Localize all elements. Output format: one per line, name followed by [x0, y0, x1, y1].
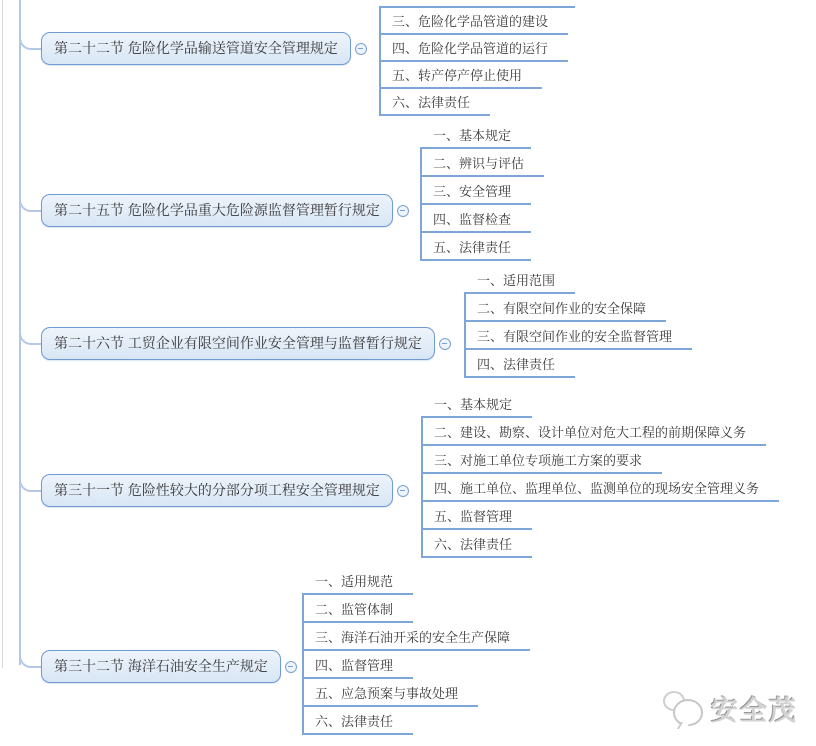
chat-bubbles-icon — [663, 691, 703, 727]
branch-topic-section25 — [41, 194, 409, 227]
group-connector-line — [421, 416, 423, 558]
children-group-section31 — [421, 390, 779, 558]
child-topic[interactable]: 二、有限空间作业的安全保障 — [464, 298, 666, 322]
child-topic[interactable]: 三、对施工单位专项施工方案的要求 — [421, 450, 662, 474]
children-group-section25 — [420, 121, 544, 261]
topic-box[interactable]: 第三十二节 海洋石油安全生产规定 — [41, 650, 281, 683]
child-topic[interactable]: 一、基本规定 — [421, 394, 532, 418]
child-row — [421, 502, 779, 530]
child-topic[interactable]: 一、适用范围 — [464, 270, 575, 294]
child-topic[interactable]: 五、转产停产停止使用 — [379, 65, 542, 89]
child-row — [302, 567, 530, 595]
connector-elbow — [19, 652, 43, 668]
child-row — [464, 350, 692, 378]
child-row — [464, 266, 692, 294]
child-row — [464, 322, 692, 350]
child-row — [379, 35, 575, 62]
child-row — [302, 679, 530, 707]
watermark-text: 安全茂 — [711, 696, 798, 726]
child-row — [302, 595, 530, 623]
child-topic[interactable]: 三、危险化学品管道的建设 — [379, 11, 568, 35]
group-connector-line — [302, 593, 304, 735]
child-row — [420, 149, 544, 177]
group-connector-line — [420, 147, 422, 261]
child-topic[interactable]: 四、危险化学品管道的运行 — [379, 38, 568, 62]
collapse-toggle-icon[interactable] — [355, 43, 367, 55]
child-row — [420, 205, 544, 233]
child-topic[interactable]: 二、辨识与评估 — [420, 153, 544, 177]
child-topic[interactable]: 一、基本规定 — [420, 125, 531, 149]
children-group-section22 — [379, 0, 575, 116]
child-topic[interactable]: 五、应急预案与事故处理 — [302, 683, 478, 707]
child-row — [421, 390, 779, 418]
topic-box[interactable]: 第二十二节 危险化学品输送管道安全管理规定 — [41, 32, 351, 65]
connector-elbow — [19, 329, 43, 345]
branch-topic-section32 — [41, 650, 297, 683]
connector-elbow — [19, 196, 43, 212]
topic-box[interactable]: 第三十一节 危险性较大的分部分项工程安全管理规定 — [41, 474, 393, 507]
topic-box[interactable]: 第二十五节 危险化学品重大危险源监督管理暂行规定 — [41, 194, 393, 227]
collapse-toggle-icon[interactable] — [285, 661, 297, 673]
watermark-logo — [663, 689, 798, 728]
child-row — [302, 623, 530, 651]
branch-topic-section26 — [41, 327, 451, 360]
group-connector-line — [379, 6, 381, 116]
child-topic[interactable]: 四、监督检查 — [420, 209, 531, 233]
child-topic[interactable]: 一、适用规范 — [302, 571, 413, 595]
topic-box[interactable]: 第二十六节 工贸企业有限空间作业安全管理与监督暂行规定 — [41, 327, 435, 360]
child-topic[interactable]: 五、法律责任 — [420, 237, 531, 261]
connector-elbow — [19, 34, 43, 50]
child-row — [420, 177, 544, 205]
child-row — [464, 294, 692, 322]
page-edge-line — [2, 0, 3, 668]
child-topic[interactable]: 四、施工单位、监理单位、监测单位的现场安全管理义务 — [421, 478, 779, 502]
child-topic[interactable]: 六、法律责任 — [421, 534, 532, 558]
child-row — [421, 530, 779, 558]
collapse-toggle-icon[interactable] — [397, 205, 409, 217]
connector-elbow — [19, 476, 43, 492]
child-topic[interactable]: 六、法律责任 — [302, 711, 413, 735]
child-row — [302, 651, 530, 679]
child-row-clipped — [379, 0, 575, 8]
child-topic[interactable]: 六、法律责任 — [379, 92, 490, 116]
child-topic[interactable]: 三、有限空间作业的安全监督管理 — [464, 326, 692, 350]
child-row — [420, 233, 544, 261]
child-row — [379, 62, 575, 89]
clipped-topic-underline — [379, 5, 575, 8]
child-topic[interactable]: 二、建设、勘察、设计单位对危大工程的前期保障义务 — [421, 422, 766, 446]
branch-topic-section31 — [41, 474, 409, 507]
child-topic[interactable]: 三、安全管理 — [420, 181, 531, 205]
collapse-toggle-icon[interactable] — [439, 338, 451, 350]
children-group-section26 — [464, 266, 692, 378]
child-topic[interactable]: 四、法律责任 — [464, 354, 575, 378]
child-row — [421, 418, 779, 446]
child-row — [421, 446, 779, 474]
child-row — [421, 474, 779, 502]
child-row — [302, 707, 530, 735]
collapse-toggle-icon[interactable] — [397, 485, 409, 497]
child-topic[interactable]: 三、海洋石油开采的安全生产保障 — [302, 627, 530, 651]
child-row — [379, 8, 575, 35]
group-connector-line — [464, 292, 466, 378]
branch-topic-section22 — [41, 32, 367, 65]
child-row — [420, 121, 544, 149]
children-group-section32 — [302, 567, 530, 735]
child-row — [379, 89, 575, 116]
child-topic[interactable]: 五、监督管理 — [421, 506, 532, 530]
child-topic[interactable]: 四、监督管理 — [302, 655, 413, 679]
child-topic[interactable]: 二、监管体制 — [302, 599, 413, 623]
